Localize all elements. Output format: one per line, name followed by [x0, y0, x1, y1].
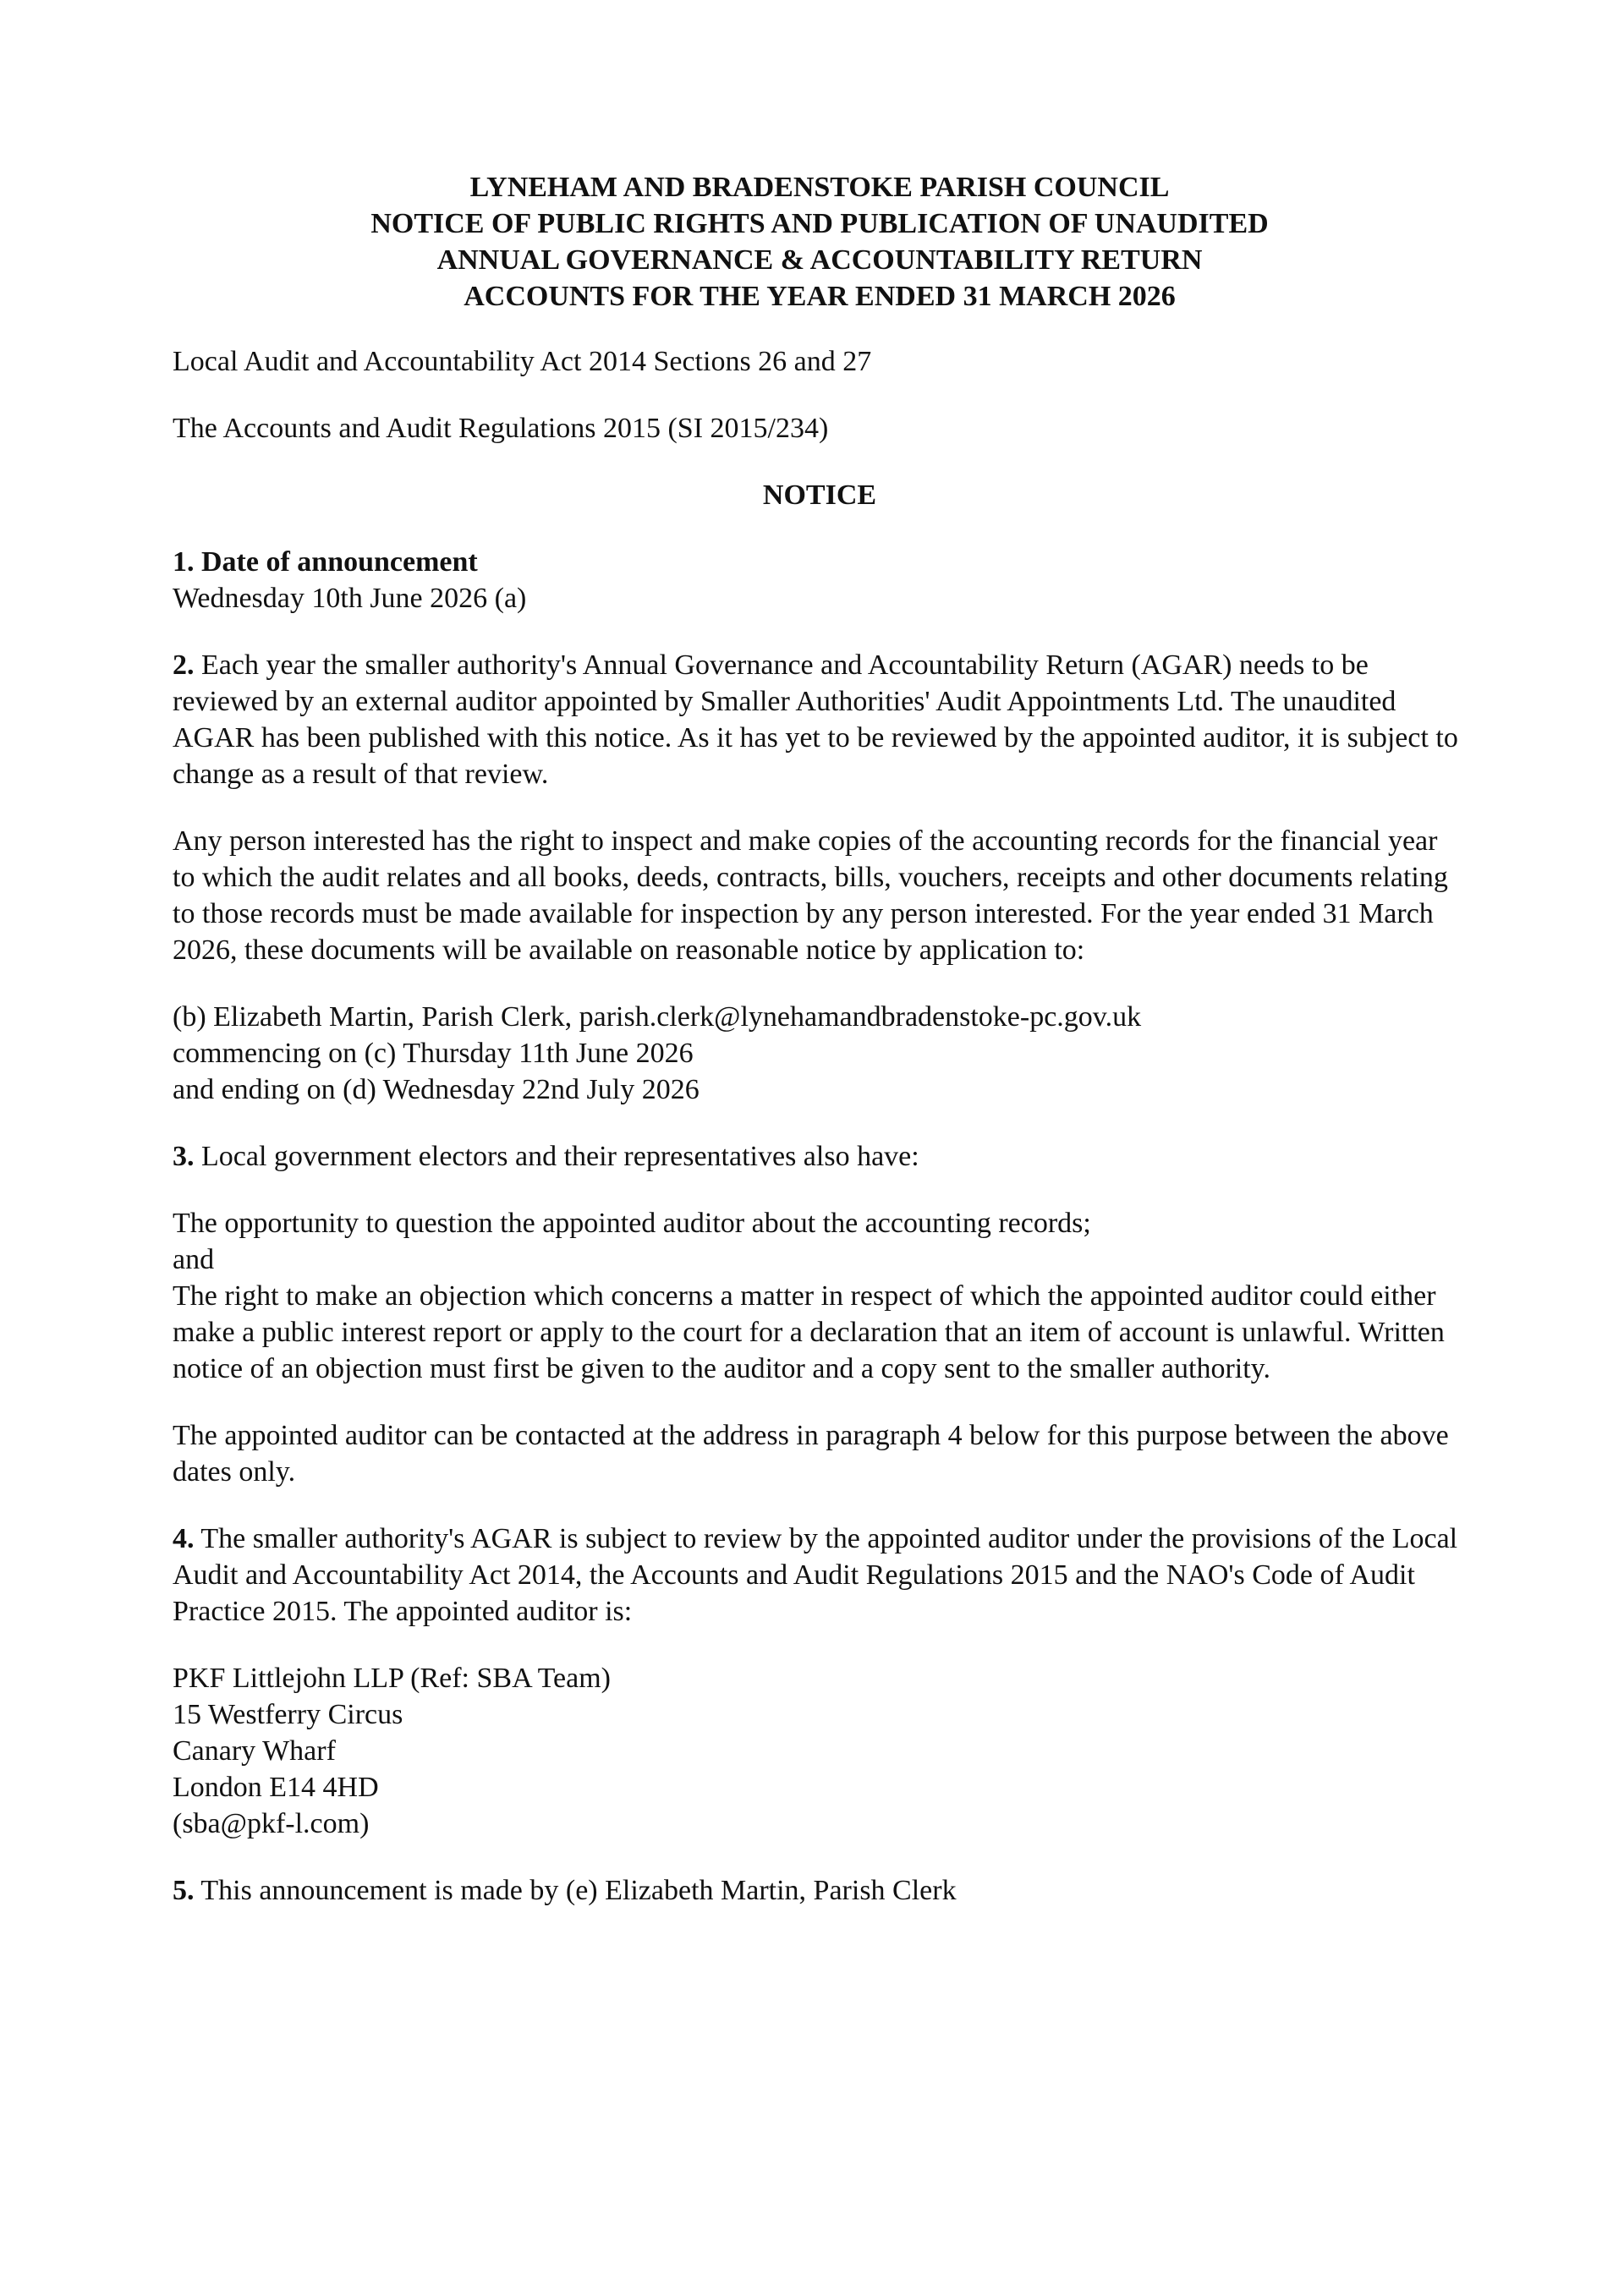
section-3-intro: Local government electors and their representatives also have:	[201, 1141, 919, 1172]
section-2-paragraph	[173, 647, 1467, 792]
section-1-heading: 1. Date of announcement	[173, 546, 478, 578]
section-3-paragraph	[173, 1138, 1467, 1175]
right-to-object: The right to make an objection which concerns a matter in respect of which the appointed auditor could either make a public interest report or apply to the court for a declaration that an item of account is unlawful. Written notice of an objection must first be given to the auditor and a copy sent to the smaller authority.	[173, 1280, 1445, 1384]
section-4-number: 4.	[173, 1523, 195, 1554]
section-5-paragraph	[173, 1872, 1467, 1909]
title-line-council: LYNEHAM AND BRADENSTOKE PARISH COUNCIL	[469, 172, 1170, 203]
section-5-number: 5.	[173, 1875, 195, 1906]
section-2-number: 2.	[173, 649, 195, 681]
section-2-text: Each year the smaller authority's Annual Governance and Accountability Return (AGAR) needs to be reviewed by an external auditor appointed by Smaller Authorities' Audit Appointments Ltd. The unaudited AGAR has been published with this notice. As it has yet to be reviewed by the appointed auditor, it is subject to change as a result of that review.	[173, 649, 1458, 790]
notice-document	[173, 169, 1467, 1939]
title-line-agar: ANNUAL GOVERNANCE & ACCOUNTABILITY RETURN	[436, 244, 1203, 276]
section-5-text: This announcement is made by (e) Elizabeth Martin, Parish Clerk	[200, 1875, 957, 1906]
inspection-start: commencing on (c) Thursday 11th June 2026	[173, 1038, 694, 1069]
inspection-contact	[173, 999, 1467, 1108]
clerk-contact: (b) Elizabeth Martin, Parish Clerk, parish.clerk@lynehamandbradenstoke-pc.gov.uk	[173, 1001, 1142, 1033]
auditor-street: 15 Westferry Circus	[173, 1699, 403, 1730]
section-4-text: The smaller authority's AGAR is subject to review by the appointed auditor under the provisions of the Local Audit and Accountability Act 2014, the Accounts and Audit Regulations 2015 and the NAO's Code of Audit Practice 2015. The appointed auditor is:	[173, 1523, 1458, 1627]
announcement-date: Wednesday 10th June 2026 (a)	[173, 583, 527, 614]
section-3-number: 3.	[173, 1141, 195, 1172]
section-4-paragraph	[173, 1521, 1467, 1630]
auditor-city-postcode: London E14 4HD	[173, 1772, 379, 1803]
and-conjunction: and	[173, 1244, 215, 1275]
legislation-regulations: The Accounts and Audit Regulations 2015 (SI 2015/234)	[173, 413, 829, 444]
auditor-address	[173, 1660, 1467, 1842]
auditor-area: Canary Wharf	[173, 1735, 336, 1767]
notice-heading: NOTICE	[762, 479, 877, 511]
elector-rights	[173, 1205, 1467, 1387]
auditor-email: (sba@pkf-l.com)	[173, 1808, 370, 1839]
inspection-rights-paragraph: Any person interested has the right to inspect and make copies of the accounting records for the financial year to which the audit relates and all books, deeds, contracts, bills, vouchers, receipts and other documents relating to those records must be made available for inspection by any person interested. For the year ended 31 March 2026, these documents will be available on reasonable notice by application to:	[173, 825, 1448, 966]
document-title	[173, 169, 1467, 315]
auditor-contact-note: The appointed auditor can be contacted at the address in paragraph 4 below for this purpose between the above dates only.	[173, 1420, 1449, 1488]
section-1	[173, 544, 1467, 616]
right-to-question: The opportunity to question the appointed auditor about the accounting records;	[173, 1208, 1091, 1239]
auditor-name: PKF Littlejohn LLP (Ref: SBA Team)	[173, 1663, 612, 1694]
inspection-end: and ending on (d) Wednesday 22nd July 2026	[173, 1074, 700, 1105]
legislation-act: Local Audit and Accountability Act 2014 Sections 26 and 27	[173, 346, 872, 377]
title-line-accounts: ACCOUNTS FOR THE YEAR ENDED 31 MARCH 2026	[464, 281, 1176, 312]
title-line-notice: NOTICE OF PUBLIC RIGHTS AND PUBLICATION OF UNAUDITED	[370, 208, 1269, 239]
